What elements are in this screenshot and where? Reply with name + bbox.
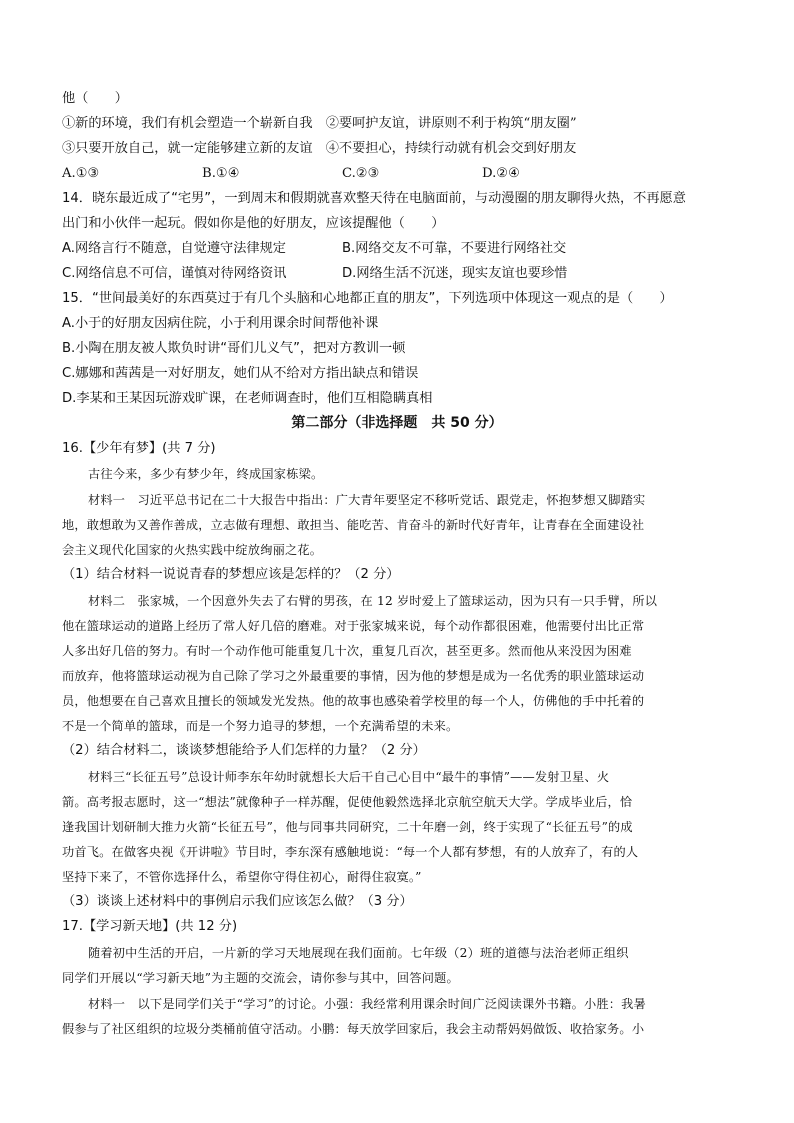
q16-material-1-line-3: 会主义现代化国家的火热实践中绽放绚丽之花。 <box>62 543 323 557</box>
q16-material-2-line-2: 他在篮球运动的道路上经历了常人好几倍的磨难。对于张家城来说，每个动作都很困难，他需要付出比正常 <box>62 619 645 633</box>
q17-material-1-line-2: 假参与了社区组织的垃圾分类桶前值守活动。小鹏：每天放学回家后，我会主动帮妈妈做饭、收拾家务。小 <box>62 1022 645 1036</box>
q15-option-a: A.小于的好朋友因病住院，小于利用课余时间帮他补课 <box>62 316 379 331</box>
q17-intro-line-1: 随着初中生活的开启，一片新的学习天地展现在我们面前。七年级（2）班的道德与法治老师正组织 <box>88 946 629 960</box>
q17-material-1-line-1: 材料一 以下是同学们关于“学习”的讨论。小强：我经常利用课余时间广泛阅读课外书籍。小胜：我暑 <box>88 997 646 1011</box>
q14-option-c: C.网络信息不可信，谨慎对待网络资讯 <box>62 266 287 281</box>
q16-material-2-line-6: 不是一个简单的篮球，而是一个努力追寻的梦想，一个充满希望的未来。 <box>62 719 459 733</box>
q16-material-3-line-1: 材料三“长征五号”总设计师李东年幼时就想长大后干自己心目中“最牛的事情”——发射卫星、火 <box>88 770 610 784</box>
q13-choice-d: D.②④ <box>482 166 520 181</box>
q16-material-1-line-1: 材料一 习近平总书记在二十大报告中指出：广大青年要坚定不移听党话、跟党走，怀抱梦想又脚踏实 <box>88 493 646 507</box>
q16-material-2-line-4: 而放弃，他将篮球运动视为自己除了学习之外最重要的事情，因为他的梦想是成为一名优秀的职业篮球运动 <box>62 669 645 683</box>
q14-option-b: B.网络交友不可靠，不要进行网络社交 <box>342 241 567 256</box>
q16-material-3-line-4: 功首飞。在做客央视《开讲啦》节目时，李东深有感触地说：“每一个人都有梦想，有的人放弃了，有的人 <box>62 845 639 859</box>
q16-material-2-line-3: 人多出好几倍的努力。有时一个动作他可能重复几十次，重复几百次，甚至更多。然而他从来没因为困难 <box>62 644 632 658</box>
q14-option-d: D.网络生活不沉迷，现实友谊也要珍惜 <box>342 266 568 281</box>
q16-question-2: （2）结合材料二，谈谈梦想能给予人们怎样的力量？（2 分） <box>62 743 426 758</box>
q15-stem: 15．“世间最美好的东西莫过于有几个头脑和心地都正直的朋友”，下列选项中体现这一观点的是（ ） <box>62 291 673 306</box>
q13-choice-c: C.②③ <box>342 166 380 181</box>
q16-material-3-line-5: 坚持下来了，不管你选择什么，希望你守得住初心，耐得住寂寞。” <box>62 870 422 884</box>
q13-stem-tail: 他（ ） <box>62 91 128 106</box>
q15-option-d: D.李某和王某因玩游戏旷课，在老师调查时，他们互相隐瞒真相 <box>62 391 433 406</box>
q13-choice-a: A.①③ <box>62 166 100 181</box>
q15-option-c: C.娜娜和茜茜是一对好朋友，她们从不给对方指出缺点和错误 <box>62 366 419 381</box>
q17-intro-line-2: 同学们开展以“学习新天地”为主题的交流会，请你参与其中，回答问题。 <box>62 971 459 985</box>
q16-question-1: （1）结合材料一说说青春的梦想应该是怎样的？（2 分） <box>62 567 400 582</box>
q16-title: 16.【少年有梦】(共 7 分) <box>62 441 216 456</box>
q14-stem-line-2: 出门和小伙伴一起玩。假如你是他的好朋友，应该提醒他（ ） <box>62 216 445 231</box>
q14-option-a: A.网络言行不随意，自觉遵守法律规定 <box>62 241 286 256</box>
q16-material-3-line-2: 箭。高考报志愿时，这一“想法”就像种子一样苏醒，促使他毅然选择北京航空航天大学。学成毕业后，恰 <box>62 795 633 809</box>
q16-material-2-line-5: 员，他想要在自己喜欢且擅长的领域发光发热。他的故事也感染着学校里的每一个人，仿佛他的手中托着的 <box>62 694 645 708</box>
q13-options-line-1: ①新的环境，我们有机会塑造一个崭新自我 ②要呵护友谊，讲原则不利于构筑“朋友圈” <box>62 116 577 131</box>
q16-intro: 古往今来，多少有梦少年，终成国家栋梁。 <box>88 467 324 481</box>
q17-title: 17.【学习新天地】(共 12 分) <box>62 919 238 934</box>
q16-material-1-line-2: 地，敢想敢为又善作善成，立志做有理想、敢担当、能吃苦、肯奋斗的新时代好青年，让青春在全面建设社 <box>62 518 645 532</box>
q13-options-line-2: ③只要开放自己，就一定能够建立新的友谊 ④不要担心，持续行动就有机会交到好朋友 <box>62 141 577 156</box>
q15-option-b: B.小陶在朋友被人欺负时讲“哥们儿义气”，把对方教训一顿 <box>62 341 406 356</box>
q14-stem-line-1: 14．晓东最近成了“宅男”，一到周末和假期就喜欢整天待在电脑面前，与动漫圈的朋友聊得火热，不再愿意 <box>62 191 686 206</box>
q13-choice-b: B.①④ <box>202 166 240 181</box>
part-two-heading: 第二部分（非选择题 共 50 分） <box>291 415 503 431</box>
q16-material-2-line-1: 材料二 张家城，一个因意外失去了右臂的男孩，在 12 岁时爱上了篮球运动，因为只有一只手臂，所以 <box>88 594 658 608</box>
q16-material-3-line-3: 逢我国计划研制大推力火箭“长征五号”，他与同事共同研究，二十年磨一剑，终于实现了“长征五号”的成 <box>62 820 633 834</box>
q16-question-3: （3）谈谈上述材料中的事例启示我们应该怎么做？（3 分） <box>62 894 413 909</box>
